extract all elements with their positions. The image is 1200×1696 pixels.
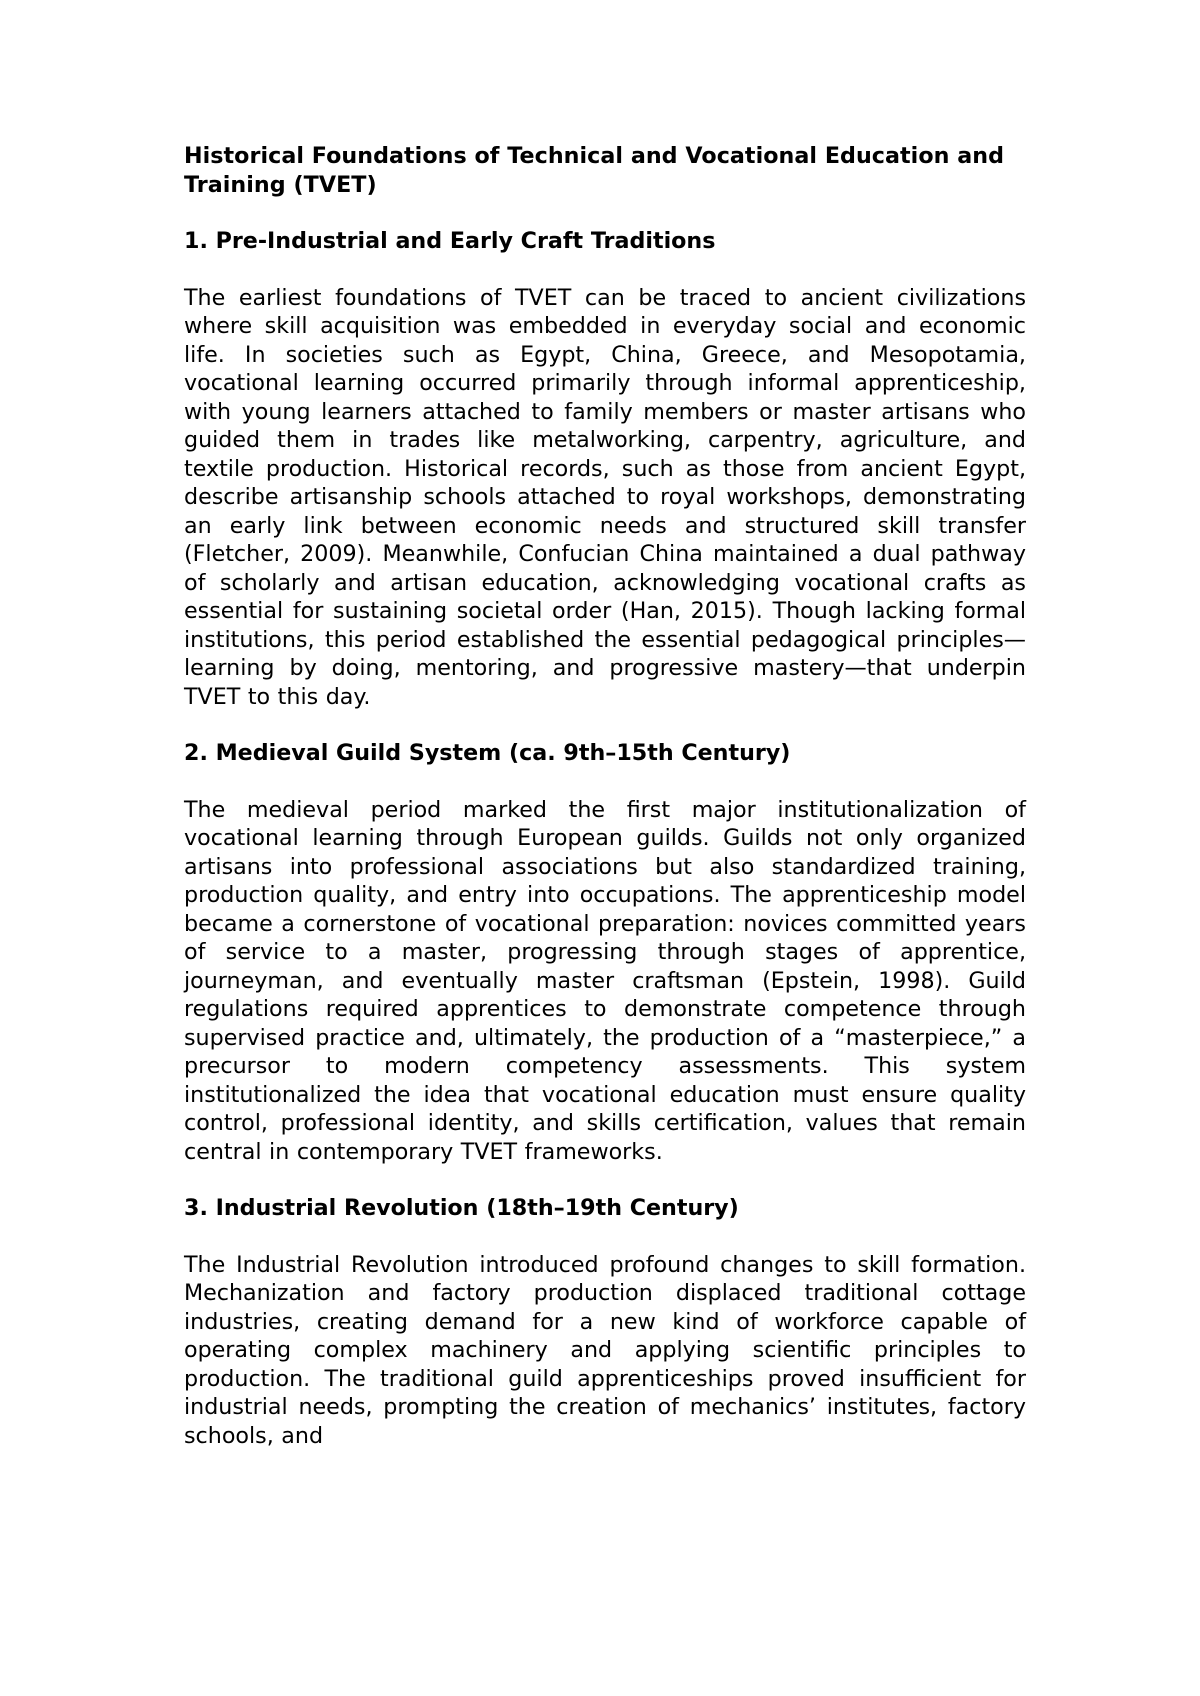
section-heading-industrial-revolution: 3. Industrial Revolution (18th–19th Century) (184, 1195, 739, 1221)
section-paragraph-pre-industrial: The earliest foundations of TVET can be traced to ancient civilizations where skill acquisition was embedded in everyday social and economic life. In societies such as Egypt, China, Greece, and Mesopotamia, vocational learning occurred primarily through informal apprenticeship, with young learners attached to family members or master artisans who guided them in trades like metalworking, carpentry, agriculture, and textile production. Historical records, such as those from ancient Egypt, describe artisanship schools attached to royal workshops, demonstrating an early link between economic needs and structured skill transfer (Fletcher, 2009). Meanwhile, Confucian China maintained a dual pathway of scholarly and artisan education, acknowledging vocational crafts as essential for sustaining societal order (Han, 2015). Though lacking formal institutions, this period established the essential pedagogical principles—learning by doing, mentoring, and progressive mastery—that underpin TVET to this day. (184, 284, 1026, 710)
document-body (184, 142, 1026, 1450)
section-heading-pre-industrial: 1. Pre-Industrial and Early Craft Traditions (184, 228, 716, 254)
section-paragraph-industrial-revolution: The Industrial Revolution introduced profound changes to skill formation. Mechanization and factory production displaced traditional cottage industries, creating demand for a new kind of workforce capable of operating complex machinery and applying scientific principles to production. The traditional guild apprenticeships proved insufficient for industrial needs, prompting the creation of mechanics’ institutes, factory schools, and (184, 1251, 1026, 1449)
section-heading-medieval-guild: 2. Medieval Guild System (ca. 9th–15th Century) (184, 740, 791, 766)
section-paragraph-medieval-guild: The medieval period marked the first major institutionalization of vocational learning through European guilds. Guilds not only organized artisans into professional associations but also standardized training, production quality, and entry into occupations. The apprenticeship model became a cornerstone of vocational preparation: novices committed years of service to a master, progressing through stages of apprentice, journeyman, and eventually master craftsman (Epstein, 1998). Guild regulations required apprentices to demonstrate competence through supervised practice and, ultimately, the production of a “masterpiece,” a precursor to modern competency assessments. This system institutionalized the idea that vocational education must ensure quality control, professional identity, and skills certification, values that remain central in contemporary TVET frameworks. (184, 796, 1026, 1165)
document-title: Historical Foundations of Technical and Vocational Education and Training (TVET) (184, 143, 1005, 198)
